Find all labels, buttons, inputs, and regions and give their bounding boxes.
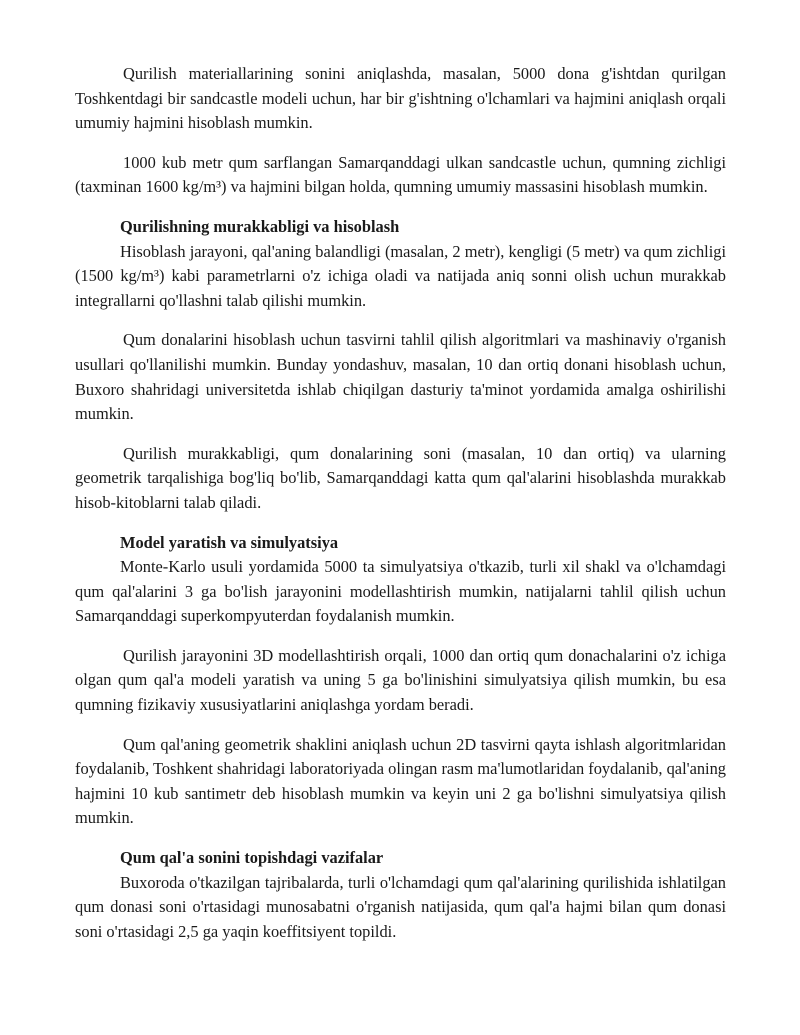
section-heading: Qum qal'a sonini topishdagi vazifalar (120, 848, 384, 868)
paragraph: Qum qal'aning geometrik shaklini aniqlash uchun 2D tasvirni qayta ishlash algoritmlaridan foydalanib, Toshkent shahridagi laboratoriyada olingan rasm ma'lumotlaridan foydalanib, qal'aning hajmini 10 kub santimetr deb hisoblash mumkin va keyin uni 2 ga bo'lishni simulyatsiya qilish mumkin. (75, 734, 726, 828)
paragraph: Buxoroda o'tkazilgan tajribalarda, turli o'lchamdagi qum qal'alarining qurilishida ishlatilgan qum donasi soni o'rtasidagi munosabatni o'rganish natijasida, qum qal'a hajmi bilan qum donasi soni o'rtasidagi 2,5 ga yaqin koeffitsiyent topildi. (75, 872, 726, 941)
paragraph: Monte-Karlo usuli yordamida 5000 ta simulyatsiya o'tkazib, turli xil shakl va o'lchamdagi qum qal'alarini 3 ga bo'lish jarayonini modellashtirish mumkin, natijalarni tahlil qilish uchun Samarqanddagi superkompyuterdan foydalanish mumkin. (75, 557, 726, 626)
paragraph: Qurilish murakkabligi, qum donalarining soni (masalan, 10 dan ortiq) va ularning geometrik tarqalishiga bog'liq bo'lib, Samarqanddagi katta qum qal'alarini hisoblashda murakkab hisob-kitoblarni talab qiladi. (75, 443, 726, 512)
paragraph: Hisoblash jarayoni, qal'aning balandligi (masalan, 2 metr), kengligi (5 metr) va qum zichligi (1500 kg/m³) kabi parametrlarni o'z ichiga oladi va natijada aniq sonni olish uchun murakkab integrallarni qo'llashni talab qilishi mumkin. (75, 241, 726, 310)
paragraph: Qum donalarini hisoblash uchun tasvirni tahlil qilish algoritmlari va mashinaviy o'rganish usullari qo'llanilishi mumkin. Bunday yondashuv, masalan, 10 dan ortiq donani hisoblash uchun, Buxoro shahridagi universitetda ishlab chiqilgan dasturiy ta'minot yordamida amalga oshirilishi mumkin. (75, 330, 726, 424)
paragraph: Qurilish materiallarining sonini aniqlashda, masalan, 5000 dona g'ishtdan qurilgan Toshkentdagi bir sandcastle modeli uchun, har bir g'ishtning o'lchamlari va hajmini aniqlash orqali umumiy hajmini hisoblash mumkin. (75, 64, 726, 133)
paragraph: 1000 kub metr qum sarflangan Samarqanddagi ulkan sandcastle uchun, qumning zichligi (taxminan 1600 kg/m³) va hajmini bilgan holda, qumning umumiy massasini hisoblash mumkin. (75, 152, 726, 197)
section-heading: Model yaratish va simulyatsiya (120, 532, 339, 552)
section-heading: Qurilishning murakkabligi va hisoblash (120, 216, 400, 236)
paragraph: Qurilish jarayonini 3D modellashtirish orqali, 1000 dan ortiq qum donachalarini o'z ichiga olgan qum qal'a modeli yaratish va uning 5 ga bo'linishini simulyatsiya qilish mumkin, bu esa qumning fizikaviy xususiyatlarini aniqlashga yordam beradi. (75, 645, 726, 715)
